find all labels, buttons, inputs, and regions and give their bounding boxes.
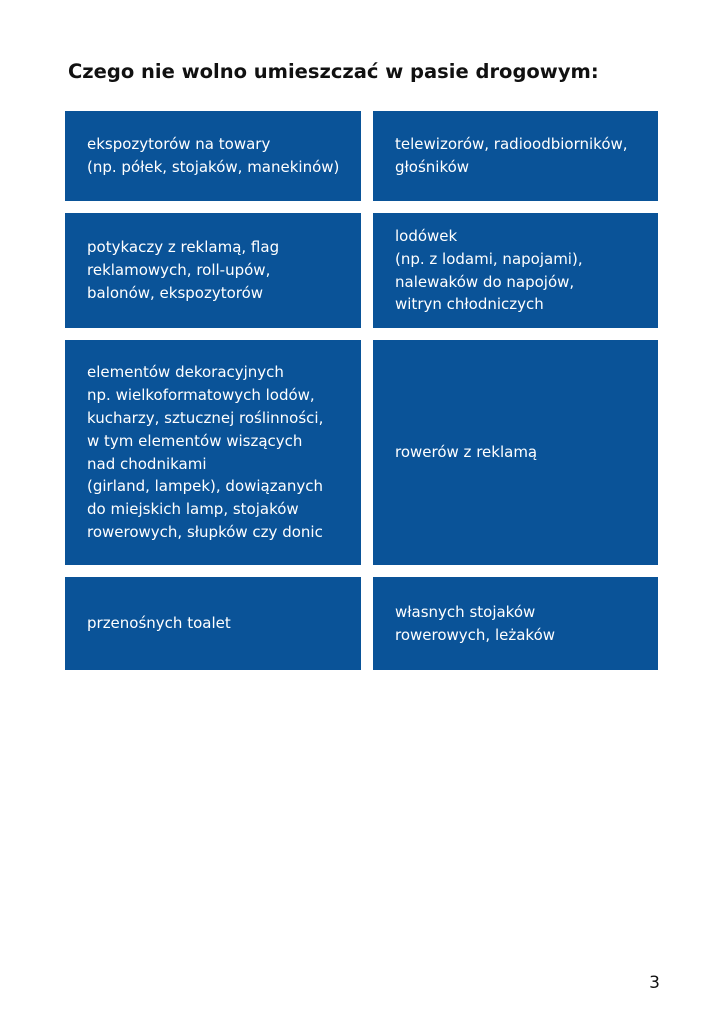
page-title: Czego nie wolno umieszczać w pasie drogowym: xyxy=(68,60,599,83)
page-number: 3 xyxy=(649,973,660,993)
prohibited-item-text: rowerów z reklamą xyxy=(395,443,538,462)
prohibited-item-box xyxy=(373,213,658,328)
prohibited-item-box xyxy=(65,340,361,565)
prohibited-item-text: telewizorów, radioodbiorników, głośników xyxy=(395,135,628,176)
prohibited-item-text: przenośnych toalet xyxy=(87,614,231,633)
prohibited-item-text: potykaczy z reklamą, flag reklamowych, roll-upów, balonów, ekspozytorów xyxy=(87,238,280,302)
prohibited-item-box xyxy=(373,111,658,201)
prohibited-item-box xyxy=(373,340,658,565)
prohibited-item-text: ekspozytorów na towary (np. półek, stojaków, manekinów) xyxy=(87,135,340,176)
prohibited-item-text: własnych stojaków rowerowych, leżaków xyxy=(395,602,556,644)
prohibited-item-box xyxy=(373,577,658,670)
prohibited-item-box xyxy=(65,111,361,201)
prohibited-item-text: lodówek (np. z lodami, napojami), nalewaków do napojów, witryn chłodniczych xyxy=(395,226,583,314)
prohibited-item-text: elementów dekoracyjnych np. wielkoformatowych lodów, kucharzy, sztucznej roślinności, w tym elementów wiszących nad chodnikami (girland, lampek), dowiązanych do miejskich lamp, stojaków rowerowych, słupków czy donic xyxy=(87,363,324,541)
prohibited-item-box xyxy=(65,213,361,328)
prohibited-item-box xyxy=(65,577,361,670)
